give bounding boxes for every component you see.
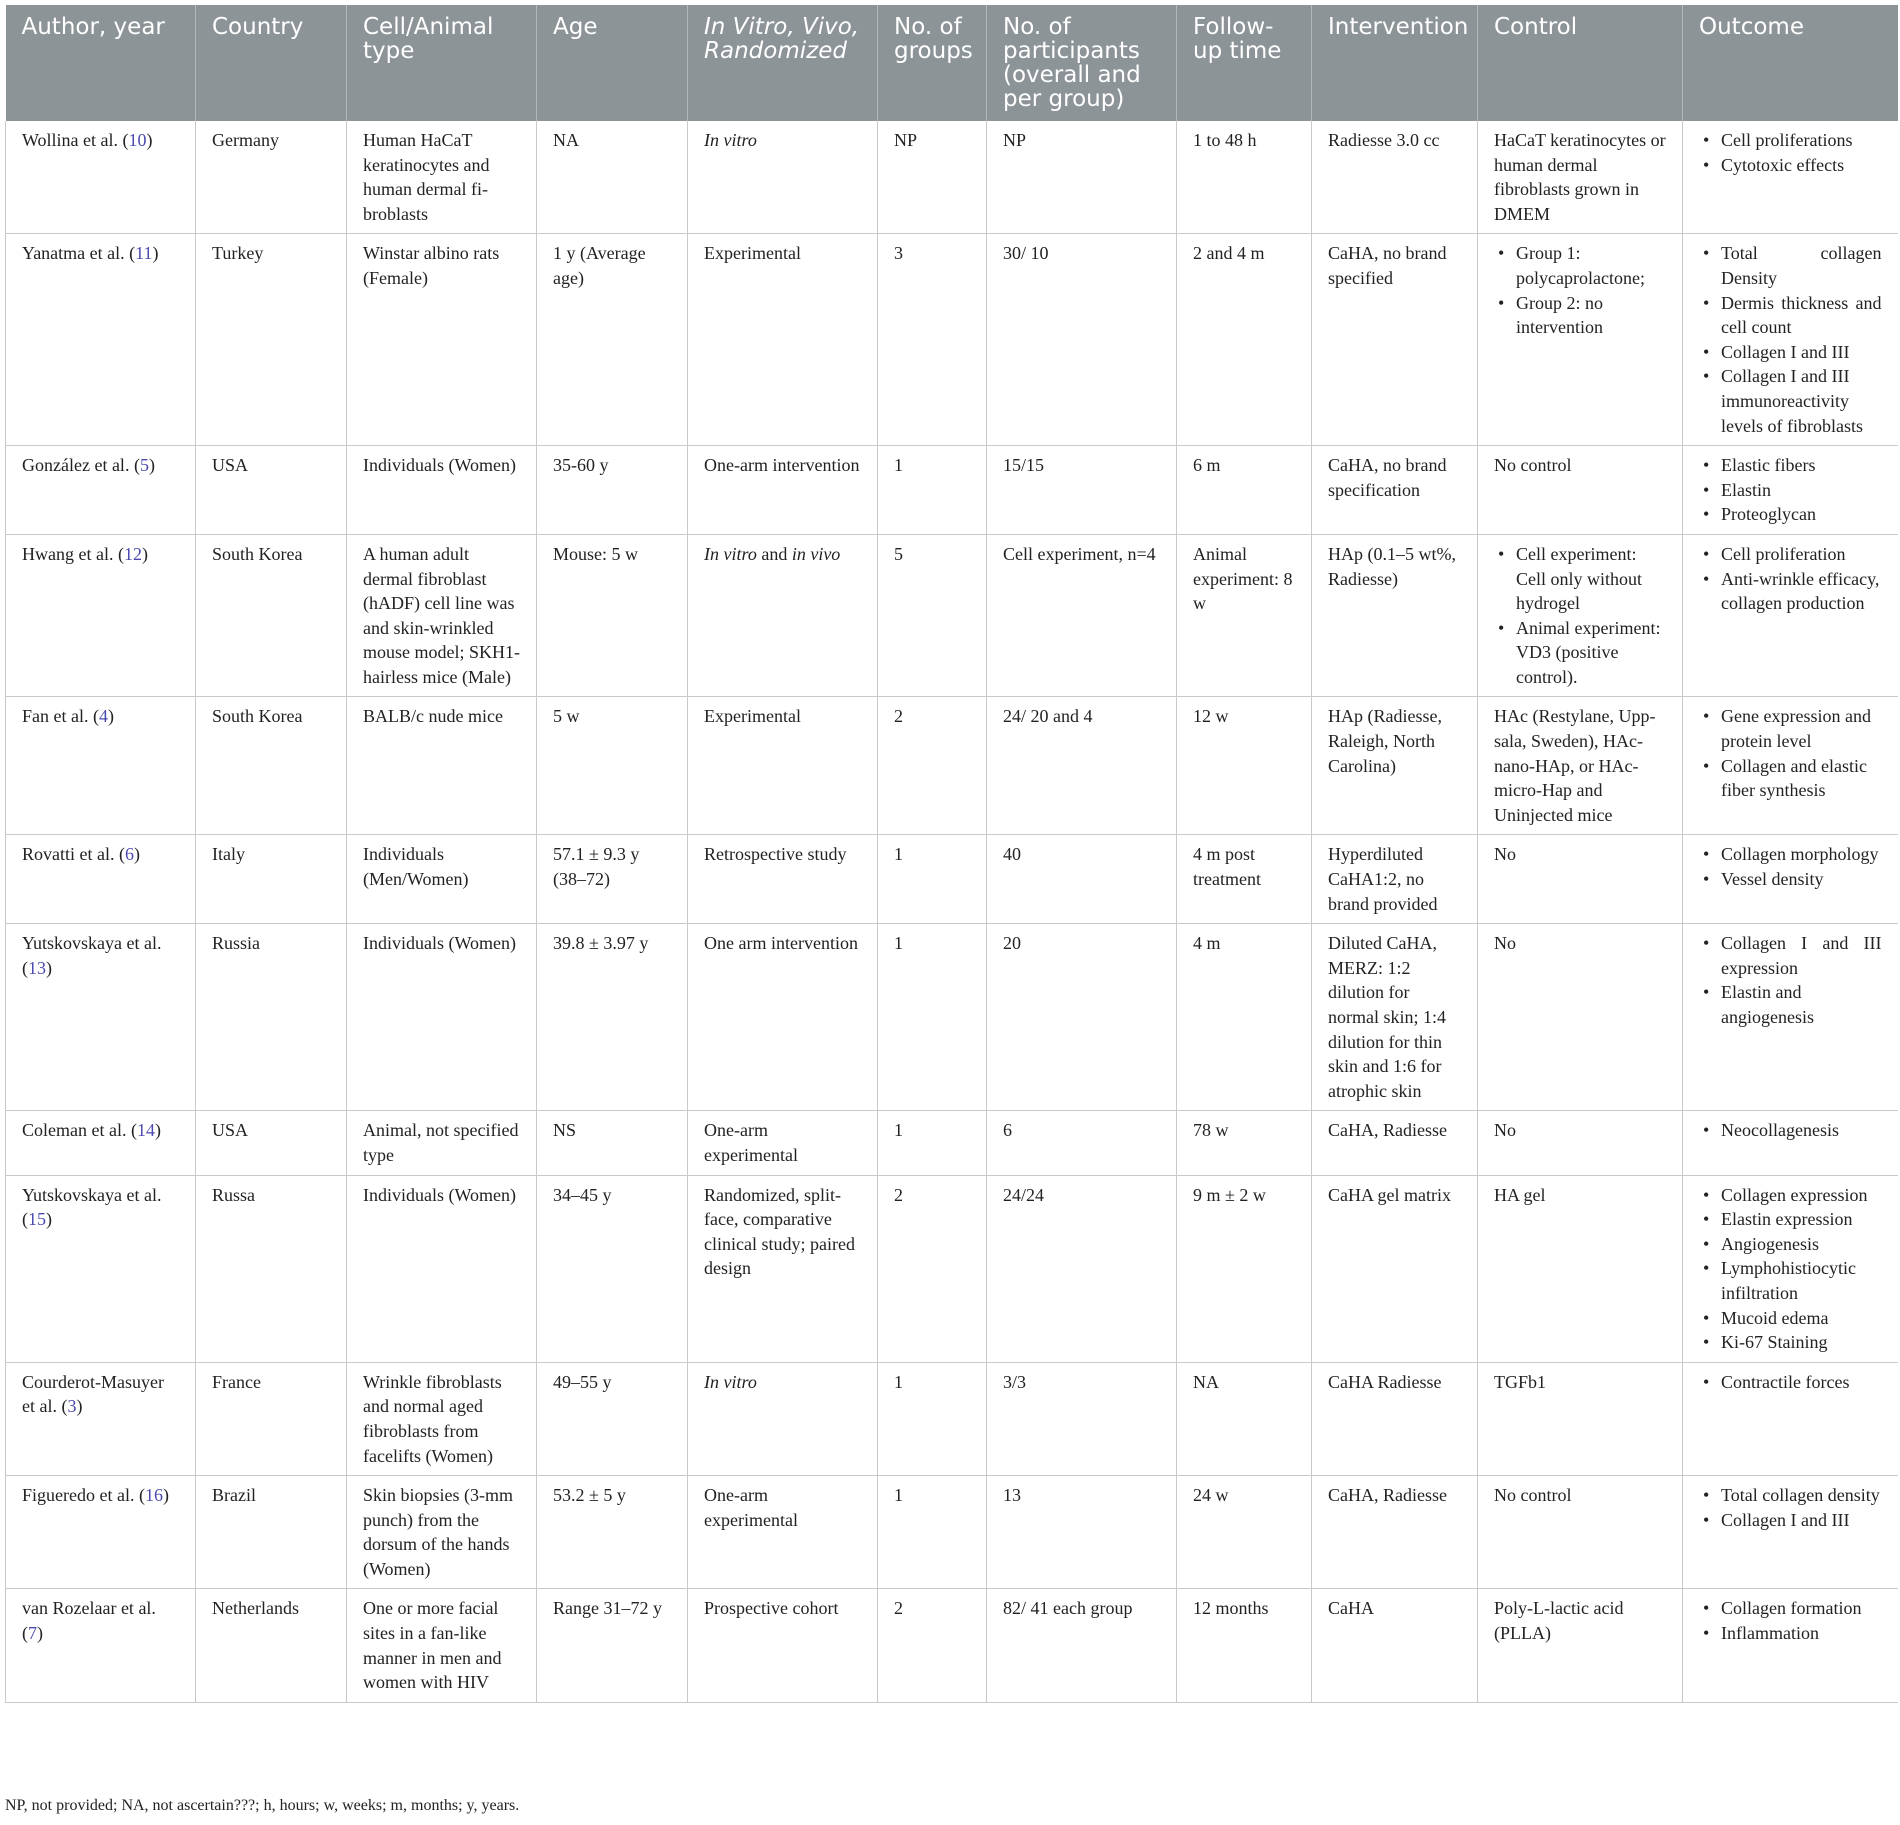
cell-control: Poly-L-lactic acid (PLLA) xyxy=(1478,1589,1683,1702)
cell-design xyxy=(688,534,878,697)
cell-groups: 2 xyxy=(878,697,987,835)
cell-participants: 20 xyxy=(987,924,1177,1111)
outcome-list xyxy=(1699,542,1882,616)
cell-followup: 4 m post treatment xyxy=(1177,835,1312,924)
cell-groups: 1 xyxy=(878,1111,987,1175)
outcome-item: • Cell proliferations xyxy=(1721,128,1882,153)
cell-groups: 2 xyxy=(878,1589,987,1702)
cell-participants: 40 xyxy=(987,835,1177,924)
cell-age: 34–45 y xyxy=(537,1175,688,1362)
outcome-list xyxy=(1699,1596,1882,1645)
col-header-age: Age xyxy=(537,5,688,121)
cell-age: 1 y (Average age) xyxy=(537,234,688,446)
outcome-item: • Gene expression and protein level xyxy=(1721,704,1882,753)
cell-outcome xyxy=(1683,234,1898,446)
outcome-item: • Contractile forces xyxy=(1721,1370,1882,1395)
cell-control: No xyxy=(1478,1111,1683,1175)
outcome-item: • Vessel density xyxy=(1721,867,1882,892)
studies-table xyxy=(5,5,1898,1703)
outcome-list xyxy=(1699,241,1882,438)
outcome-item: • Collagen I and III xyxy=(1721,340,1882,365)
design-text: Retrospective study xyxy=(704,844,847,865)
cell-author: Coleman et al. (14) xyxy=(6,1111,196,1175)
design-text: Randomized, split-face, comparative clinical study; paired design xyxy=(704,1184,855,1279)
cell-followup: 6 m xyxy=(1177,446,1312,535)
author-name: Courderot-Masuyer et al. xyxy=(22,1371,164,1417)
outcome-item: • Anti-wrinkle efficacy, collagen production xyxy=(1721,567,1882,616)
cell-followup: 2 and 4 m xyxy=(1177,234,1312,446)
outcome-list xyxy=(1699,931,1882,1029)
cell-intervention: CaHA, no brand specified xyxy=(1312,234,1478,446)
author-name: Yanatma et al. xyxy=(22,243,125,264)
design-text: Prospective cohort xyxy=(704,1598,839,1619)
outcome-item: • Collagen I and III expression xyxy=(1721,931,1882,980)
cell-country: France xyxy=(196,1362,347,1475)
outcome-item: • Collagen I and III immunoreactivity levels of fibroblasts xyxy=(1721,364,1882,438)
reference-link: 10 xyxy=(128,130,147,150)
table-body xyxy=(6,121,1898,1702)
cell-intervention: CaHA, Radiesse xyxy=(1312,1476,1478,1589)
cell-design xyxy=(688,697,878,835)
design-text: In vitro xyxy=(704,130,757,150)
cell-design xyxy=(688,835,878,924)
cell-groups: 1 xyxy=(878,924,987,1111)
design-text: One-arm experimental xyxy=(704,1485,798,1530)
author-name: Rovatti et al. xyxy=(22,844,115,865)
design-text: Experimental xyxy=(704,706,801,727)
cell-design xyxy=(688,446,878,535)
cell-outcome xyxy=(1683,1111,1898,1175)
cell-age: Range 31–72 y xyxy=(537,1589,688,1702)
col-header-intervention: Intervention xyxy=(1312,5,1478,121)
design-text: One-arm intervention xyxy=(704,455,860,476)
cell-outcome xyxy=(1683,835,1898,924)
cell-participants: 6 xyxy=(987,1111,1177,1175)
reference-link: 14 xyxy=(136,1120,155,1141)
col-header-control: Control xyxy=(1478,5,1683,121)
cell-outcome xyxy=(1683,924,1898,1111)
author-name: Figueredo et al. xyxy=(22,1485,135,1506)
cell-outcome xyxy=(1683,121,1898,234)
outcome-item: • Total collagen density xyxy=(1721,1483,1882,1508)
cell-country: USA xyxy=(196,1111,347,1175)
cell-intervention: Radiesse 3.0 cc xyxy=(1312,121,1478,234)
cell-age: NA xyxy=(537,121,688,234)
author-name: González et al. xyxy=(22,455,130,476)
design-part: In vitro xyxy=(704,543,757,564)
design-joiner: and xyxy=(756,543,792,564)
outcome-list xyxy=(1699,1118,1882,1143)
outcome-item: • Dermis thickness and cell count xyxy=(1721,291,1882,340)
cell-intervention: CaHA Radiesse xyxy=(1312,1362,1478,1475)
reference-link: 12 xyxy=(123,543,142,564)
cell-type: Individuals (Men/Women) xyxy=(347,835,537,924)
control-item: • Group 2: no intervention xyxy=(1516,291,1666,340)
cell-country: Turkey xyxy=(196,234,347,446)
cell-design xyxy=(688,121,878,234)
design-text: One-arm experimental xyxy=(704,1120,798,1165)
cell-followup: 12 w xyxy=(1177,697,1312,835)
col-header-country: Country xyxy=(196,5,347,121)
cell-followup: 4 m xyxy=(1177,924,1312,1111)
cell-type: Individuals (Women) xyxy=(347,1175,537,1362)
cell-author: van Rozelaar et al. (7) xyxy=(6,1589,196,1702)
reference-link: 3 xyxy=(67,1396,77,1417)
outcome-list xyxy=(1699,1370,1882,1395)
cell-intervention: CaHA, Radiesse xyxy=(1312,1111,1478,1175)
design-text: In vitro xyxy=(704,1371,757,1392)
col-header-participants: No. of participants (overall and per group) xyxy=(987,5,1177,121)
outcome-list xyxy=(1699,128,1882,177)
cell-country: Netherlands xyxy=(196,1589,347,1702)
col-header-author: Author, year xyxy=(6,5,196,121)
cell-groups: 1 xyxy=(878,446,987,535)
table-footnote: NP, not provided; NA, not ascertain???; h, hours; w, weeks; m, months; y, years. xyxy=(5,1797,520,1814)
cell-control: TGFb1 xyxy=(1478,1362,1683,1475)
col-header-followup: Follow-up time xyxy=(1177,5,1312,121)
cell-design xyxy=(688,1476,878,1589)
cell-intervention: Diluted CaHA, MERZ: 1:2 dilution for normal skin; 1:4 dilution for thin skin and 1:6 for atrophic skin xyxy=(1312,924,1478,1111)
cell-followup: Animal experiment: 8 w xyxy=(1177,534,1312,697)
cell-type: Skin biopsies (3-mm punch) from the dorsum of the hands (Women) xyxy=(347,1476,537,1589)
cell-intervention: CaHA, no brand specification xyxy=(1312,446,1478,535)
control-item: • Group 1: polycaprolactone; xyxy=(1516,241,1666,290)
table-row xyxy=(6,446,1898,535)
cell-groups: 1 xyxy=(878,835,987,924)
cell-participants: 82/ 41 each group xyxy=(987,1589,1177,1702)
outcome-item: • Ki-67 Staining xyxy=(1721,1330,1882,1355)
cell-author: Hwang et al. (12) xyxy=(6,534,196,697)
col-header-cell: Cell/Animal type xyxy=(347,5,537,121)
reference-link: 13 xyxy=(28,957,46,978)
outcome-item: • Mucoid edema xyxy=(1721,1306,1882,1331)
cell-participants: NP xyxy=(987,121,1177,234)
control-list xyxy=(1494,542,1666,690)
author-name: Hwang et al. xyxy=(22,543,114,564)
cell-participants: Cell experiment, n=4 xyxy=(987,534,1177,697)
cell-country: South Korea xyxy=(196,697,347,835)
outcome-item: • Elastin xyxy=(1721,478,1882,503)
cell-age: NS xyxy=(537,1111,688,1175)
col-header-outcome: Outcome xyxy=(1683,5,1898,121)
cell-age: 5 w xyxy=(537,697,688,835)
cell-age: 39.8 ± 3.97 y xyxy=(537,924,688,1111)
table-row xyxy=(6,924,1898,1111)
cell-country: Brazil xyxy=(196,1476,347,1589)
cell-intervention: HAp (Radiesse, Raleigh, North Carolina) xyxy=(1312,697,1478,835)
cell-participants: 24/ 20 and 4 xyxy=(987,697,1177,835)
cell-author: Rovatti et al. (6) xyxy=(6,835,196,924)
table-row xyxy=(6,835,1898,924)
control-item: • Animal experiment: VD3 (positive control). xyxy=(1516,616,1666,690)
cell-type: Human HaCaT keratinocytes and human dermal fi-broblasts xyxy=(347,121,537,234)
cell-followup: 24 w xyxy=(1177,1476,1312,1589)
cell-type: Animal, not specified type xyxy=(347,1111,537,1175)
cell-intervention: HAp (0.1–5 wt%, Radiesse) xyxy=(1312,534,1478,697)
table-row xyxy=(6,1175,1898,1362)
cell-design xyxy=(688,1589,878,1702)
cell-age: 53.2 ± 5 y xyxy=(537,1476,688,1589)
control-list xyxy=(1494,241,1666,339)
cell-participants: 30/ 10 xyxy=(987,234,1177,446)
outcome-item: • Collagen expression xyxy=(1721,1183,1882,1208)
outcome-item: • Total collagen Density xyxy=(1721,241,1882,290)
cell-country: Russia xyxy=(196,924,347,1111)
cell-outcome xyxy=(1683,1589,1898,1702)
col-header-design: In Vitro, Vivo, Randomized xyxy=(688,5,878,121)
cell-age: 35-60 y xyxy=(537,446,688,535)
outcome-item: • Inflammation xyxy=(1721,1621,1882,1646)
cell-groups: 5 xyxy=(878,534,987,697)
cell-author: Yanatma et al. (11) xyxy=(6,234,196,446)
table-row xyxy=(6,697,1898,835)
cell-control: HaCaT keratinocytes or human dermal fibroblasts grown in DMEM xyxy=(1478,121,1683,234)
cell-followup: 9 m ± 2 w xyxy=(1177,1175,1312,1362)
cell-groups: 3 xyxy=(878,234,987,446)
cell-control: HAc (Restylane, Upp-sala, Sweden), HAc-nano-HAp, or HAc-micro-Hap and Uninjected mice xyxy=(1478,697,1683,835)
outcome-item: • Cell proliferation xyxy=(1721,542,1882,567)
cell-author: Wollina et al. (10) xyxy=(6,121,196,234)
cell-intervention: CaHA xyxy=(1312,1589,1478,1702)
cell-age: 57.1 ± 9.3 y (38–72) xyxy=(537,835,688,924)
author-name: Yutskovskaya et al. xyxy=(22,1184,162,1205)
cell-design xyxy=(688,234,878,446)
outcome-item: • Lymphohistiocytic infiltration xyxy=(1721,1256,1882,1305)
table-row xyxy=(6,1362,1898,1475)
cell-author: Courderot-Masuyer et al. (3) xyxy=(6,1362,196,1475)
outcome-item: • Angiogenesis xyxy=(1721,1232,1882,1257)
cell-control: HA gel xyxy=(1478,1175,1683,1362)
cell-type: One or more facial sites in a fan-like manner in men and women with HIV xyxy=(347,1589,537,1702)
cell-author: Fan et al. (4) xyxy=(6,697,196,835)
cell-groups: 1 xyxy=(878,1476,987,1589)
control-item: • Cell experiment: Cell only without hydrogel xyxy=(1516,542,1666,616)
cell-country: Italy xyxy=(196,835,347,924)
cell-author: Figueredo et al. (16) xyxy=(6,1476,196,1589)
reference-link: 15 xyxy=(28,1209,46,1230)
cell-control xyxy=(1478,234,1683,446)
table-row xyxy=(6,121,1898,234)
outcome-list xyxy=(1699,1183,1882,1355)
table-row xyxy=(6,1476,1898,1589)
cell-outcome xyxy=(1683,1175,1898,1362)
cell-followup: 78 w xyxy=(1177,1111,1312,1175)
cell-groups: NP xyxy=(878,121,987,234)
cell-intervention: Hyperdiluted CaHA1:2, no brand provided xyxy=(1312,835,1478,924)
cell-outcome xyxy=(1683,1476,1898,1589)
cell-design xyxy=(688,1111,878,1175)
outcome-list xyxy=(1699,453,1882,527)
cell-country: South Korea xyxy=(196,534,347,697)
outcome-item: • Collagen I and III xyxy=(1721,1508,1882,1533)
cell-type: BALB/c nude mice xyxy=(347,697,537,835)
cell-country: Germany xyxy=(196,121,347,234)
reference-link: 11 xyxy=(135,243,153,264)
cell-age: 49–55 y xyxy=(537,1362,688,1475)
outcome-list xyxy=(1699,1483,1882,1532)
cell-participants: 24/24 xyxy=(987,1175,1177,1362)
author-name: Yutskovskaya et al. xyxy=(22,933,162,954)
author-name: Wollina et al. xyxy=(22,130,119,150)
cell-control: No xyxy=(1478,924,1683,1111)
cell-type: Wrinkle fibroblasts and normal aged fibroblasts from facelifts (Women) xyxy=(347,1362,537,1475)
cell-type: Individuals (Women) xyxy=(347,446,537,535)
table-row xyxy=(6,1111,1898,1175)
cell-author: González et al. (5) xyxy=(6,446,196,535)
cell-outcome xyxy=(1683,534,1898,697)
reference-link: 7 xyxy=(28,1623,37,1644)
design-text: Experimental xyxy=(704,243,801,264)
design-part: in vivo xyxy=(791,543,841,564)
author-name: van Rozelaar et al. xyxy=(22,1598,156,1619)
cell-followup: NA xyxy=(1177,1362,1312,1475)
outcome-item: • Collagen and elastic fiber synthesis xyxy=(1721,754,1882,803)
outcome-item: • Proteoglycan xyxy=(1721,502,1882,527)
outcome-item: • Elastin and angiogenesis xyxy=(1721,980,1882,1029)
author-name: Coleman et al. xyxy=(22,1120,127,1141)
reference-link: 6 xyxy=(124,844,134,865)
table-row xyxy=(6,234,1898,446)
cell-participants: 15/15 xyxy=(987,446,1177,535)
cell-design xyxy=(688,924,878,1111)
cell-control: No control xyxy=(1478,1476,1683,1589)
cell-outcome xyxy=(1683,697,1898,835)
cell-intervention: CaHA gel matrix xyxy=(1312,1175,1478,1362)
table-row xyxy=(6,534,1898,697)
cell-author: Yutskovskaya et al. (15) xyxy=(6,1175,196,1362)
cell-design xyxy=(688,1362,878,1475)
cell-followup: 12 months xyxy=(1177,1589,1312,1702)
cell-type: Individuals (Women) xyxy=(347,924,537,1111)
outcome-list xyxy=(1699,704,1882,802)
outcome-list xyxy=(1699,842,1882,891)
cell-outcome xyxy=(1683,1362,1898,1475)
cell-country: USA xyxy=(196,446,347,535)
cell-type: Winstar albino rats (Female) xyxy=(347,234,537,446)
author-name: Fan et al. xyxy=(22,706,89,727)
design-text: One arm intervention xyxy=(704,933,858,954)
reference-link: 16 xyxy=(144,1485,163,1506)
cell-followup: 1 to 48 h xyxy=(1177,121,1312,234)
outcome-item: • Elastin expression xyxy=(1721,1207,1882,1232)
cell-control xyxy=(1478,534,1683,697)
outcome-item: • Elastic fibers xyxy=(1721,453,1882,478)
header-row xyxy=(6,5,1898,121)
cell-control: No xyxy=(1478,835,1683,924)
reference-link: 5 xyxy=(139,455,149,476)
cell-type: A human adult dermal fibroblast (hADF) cell line was and skin-wrinkled mouse model; SKH1-hairless mice (Male) xyxy=(347,534,537,697)
outcome-item: • Collagen morphology xyxy=(1721,842,1882,867)
cell-author: Yutskovskaya et al. (13) xyxy=(6,924,196,1111)
cell-groups: 1 xyxy=(878,1362,987,1475)
cell-control: No control xyxy=(1478,446,1683,535)
cell-participants: 13 xyxy=(987,1476,1177,1589)
cell-design xyxy=(688,1175,878,1362)
cell-groups: 2 xyxy=(878,1175,987,1362)
cell-age: Mouse: 5 w xyxy=(537,534,688,697)
cell-country: Russa xyxy=(196,1175,347,1362)
cell-participants: 3/3 xyxy=(987,1362,1177,1475)
table-row xyxy=(6,1589,1898,1702)
reference-link: 4 xyxy=(98,706,108,727)
cell-outcome xyxy=(1683,446,1898,535)
outcome-item: • Neocollagenesis xyxy=(1721,1118,1882,1143)
outcome-item: • Cytotoxic effects xyxy=(1721,153,1882,178)
outcome-item: • Collagen formation xyxy=(1721,1596,1882,1621)
col-header-groups: No. of groups xyxy=(878,5,987,121)
